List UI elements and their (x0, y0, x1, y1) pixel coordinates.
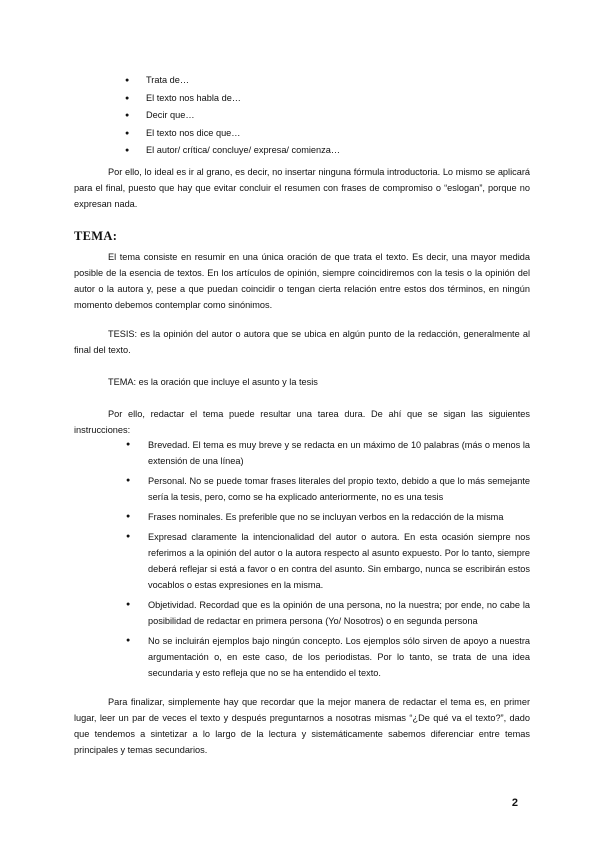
section-heading-tema: TEMA: (74, 229, 118, 243)
instructions-bullet-list (126, 437, 530, 685)
paragraph-instructions-intro: Por ello, redactar el tema puede resultar una tarea dura. De ahí que se sigan las siguientes instrucciones: (74, 409, 530, 435)
list-item: ● Frases nominales. Es preferible que no se incluyan verbos en la redacción de la misma (126, 509, 530, 525)
intro-bullet-list (125, 72, 340, 160)
paragraph-tema-summary: TEMA: es la oración que incluye el asunto y la tesis (108, 377, 318, 387)
paragraph-intro-advice: Por ello, lo ideal es ir al grano, es decir, no insertar ninguna fórmula introductoria. Lo mismo se aplicará para el final, puesto que hay que evitar concluir el resumen con frases de compromiso o “eslogan”, porque no expresan nada. (74, 167, 530, 209)
list-item: ● El texto nos dice que… (125, 125, 340, 143)
list-item: ● Decir que… (125, 107, 340, 125)
list-item: ● Trata de… (125, 72, 340, 90)
list-item: ● El texto nos habla de… (125, 90, 340, 108)
list-item: ● Expresad claramente la intencionalidad del autor o autora. En esta ocasión siempre nos referimos a la opinión del autor o la autora respecto al asunto expuesto. Por lo tanto, siempre deberá reflejar si está a favor o en contra del asunto. Sin embargo, nunca se escribirán estos vocablos o estas expresiones en la misma. (126, 529, 530, 593)
list-item: ● No se incluirán ejemplos bajo ningún concepto. Los ejemplos sólo sirven de apoyo a nuestra argumentación o, en este caso, de los periodistas. Por lo tanto, se trata de una idea secundaria y esto refleja que no se ha entendido el texto. (126, 633, 530, 681)
list-item: ● Objetividad. Recordad que es la opinión de una persona, no la nuestra; por ende, no cabe la posibilidad de redactar en primera persona (Yo/ Nosotros) o en segunda persona (126, 597, 530, 629)
list-item: ● Personal. No se puede tomar frases literales del propio texto, debido a que lo más semejante sería la tesis, pero, como se ha explicado anteriormente, no es una tesis (126, 473, 530, 505)
paragraph-tema-definition: El tema consiste en resumir en una única oración de que trata el texto. Es decir, una mayor medida posible de la esencia de textos. En los artículos de opinión, siempre coincidiremos con la tesis o la opinión del autor o la autora y, pese a que puedan coincidir o tengan cierta relación entre estos dos términos, en ningún momento debemos contemplar como sinónimos. (74, 252, 530, 310)
list-item: ● Brevedad. El tema es muy breve y se redacta en un máximo de 10 palabras (más o menos la extensión de una línea) (126, 437, 530, 469)
paragraph-tesis-definition: TESIS: es la opinión del autor o autora que se ubica en algún punto de la redacción, generalmente al final del texto. (74, 329, 530, 355)
page-number: 2 (511, 797, 518, 809)
list-item: ● El autor/ crítica/ concluye/ expresa/ comienza… (125, 142, 340, 160)
paragraph-conclusion: Para finalizar, simplemente hay que recordar que la mejor manera de redactar el tema es, en primer lugar, leer un par de veces el texto y después preguntarnos a nosotras mismas “¿De qué va el texto?”, dado que tendemos a sintetizar a lo largo de la lectura y sistemáticamente sabemos diferenciar entre temas principales y temas secundarios. (74, 697, 530, 755)
